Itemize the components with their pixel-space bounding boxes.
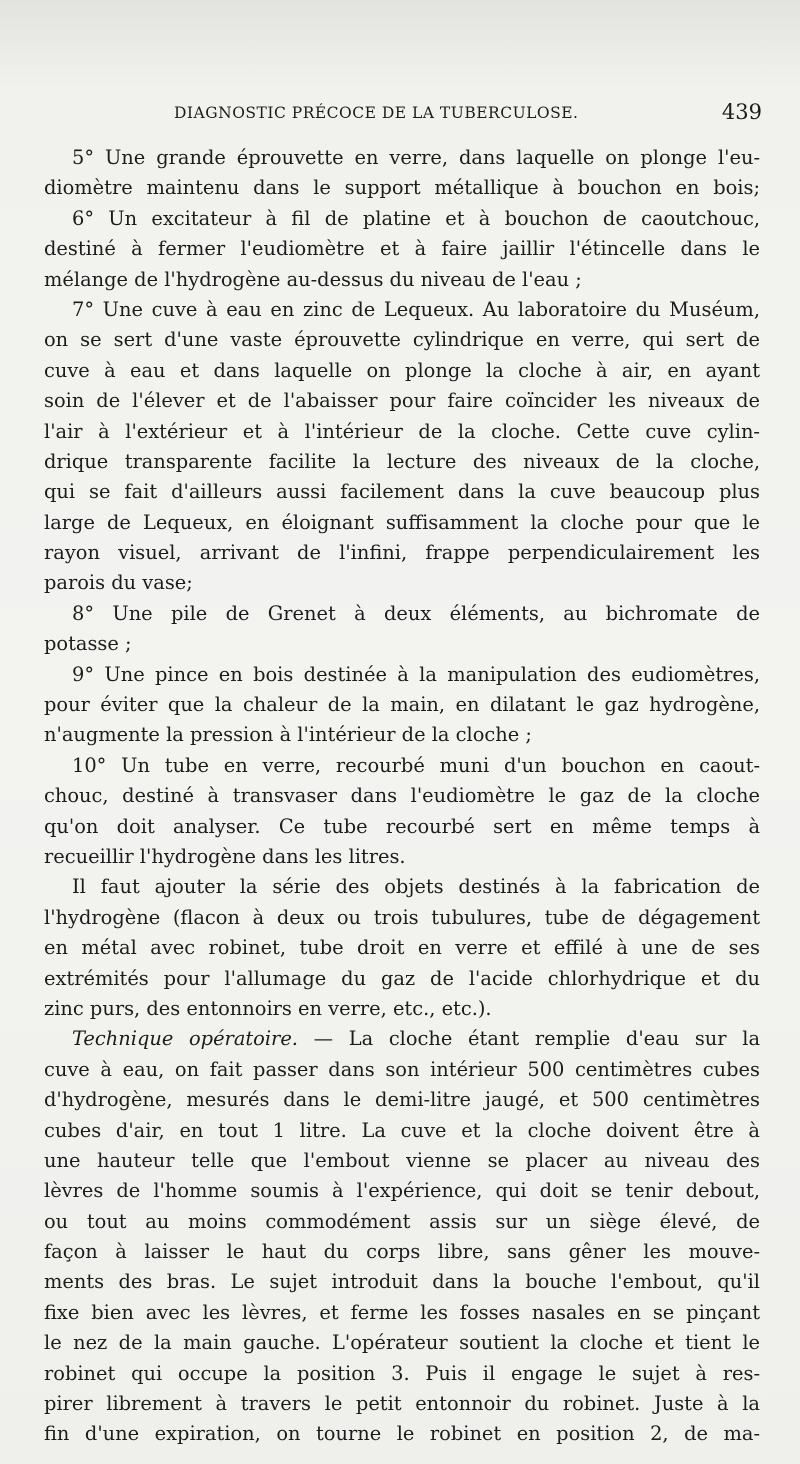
- line-text: 7° Une cuve à eau en zinc de Lequeux. Au laboratoire du Muséum,: [72, 297, 760, 321]
- text-line: [44, 1359, 760, 1389]
- line-text: — La cloche étant remplie d'eau sur la: [297, 1027, 761, 1051]
- text-line: [44, 812, 760, 842]
- text-line: [44, 508, 760, 538]
- line-text: parois du vase;: [44, 571, 193, 595]
- text-line: [44, 204, 760, 234]
- line-text: pour éviter que la chaleur de la main, en dilatant le gaz hydrogène,: [44, 693, 760, 717]
- text-line: [44, 447, 760, 477]
- line-text: le nez de la main gauche. L'opérateur soutient la cloche et tient le: [44, 1331, 760, 1355]
- line-text: cuve à eau et dans laquelle on plonge la cloche à air, en ayant: [44, 358, 760, 382]
- line-text: fin d'une expiration, on tourne le robinet en position 2, de ma-: [44, 1422, 760, 1446]
- text-line: [44, 1267, 760, 1297]
- text-line: [44, 1116, 760, 1146]
- line-text: qu'on doit analyser. Ce tube recourbé sert en même temps à: [44, 814, 760, 838]
- page-number: 439: [721, 100, 762, 124]
- text-line: [44, 842, 760, 872]
- text-line: [44, 994, 760, 1024]
- text-line: [44, 1024, 760, 1054]
- line-text: une hauteur telle que l'embout vienne se placer au niveau des: [44, 1148, 760, 1172]
- line-text: ou tout au moins commodément assis sur un siège élevé, de: [44, 1209, 760, 1233]
- line-text: large de Lequeux, en éloignant suffisamment la cloche pour que le: [44, 510, 760, 534]
- text-line: [44, 568, 760, 598]
- text-line: [44, 751, 760, 781]
- text-line: [44, 538, 760, 568]
- text-line: [44, 143, 760, 173]
- text-line: [44, 1328, 760, 1358]
- line-text: façon à laisser le haut du corps libre, sans gêner les mouve-: [44, 1240, 760, 1264]
- text-line: [44, 417, 760, 447]
- line-text: Il faut ajouter la série des objets destinés à la fabrication de: [72, 875, 760, 899]
- line-text: mélange de l'hydrogène au-dessus du niveau de l'eau ;: [44, 267, 582, 291]
- line-text: fixe bien avec les lèvres, et ferme les fosses nasales en se pinçant: [44, 1300, 760, 1324]
- line-text: cubes d'air, en tout 1 litre. La cuve et la cloche doivent être à: [44, 1118, 760, 1142]
- line-text: destiné à fermer l'eudiomètre et à faire jaillir l'étincelle dans le: [44, 237, 760, 261]
- line-text: pirer librement à travers le petit entonnoir du robinet. Juste à la: [44, 1392, 760, 1416]
- text-line: [44, 903, 760, 933]
- text-line: [44, 1237, 760, 1267]
- line-text: n'augmente la pression à l'intérieur de la cloche ;: [44, 723, 532, 747]
- text-line: [44, 234, 760, 264]
- line-text: extrémités pour l'allumage du gaz de l'acide chlorhydrique et du: [44, 966, 760, 990]
- text-line: [44, 386, 760, 416]
- text-line: [44, 1055, 760, 1085]
- line-text: l'air à l'extérieur et à l'intérieur de la cloche. Cette cuve cylin-: [44, 419, 760, 443]
- line-text: potasse ;: [44, 632, 132, 656]
- text-line: [44, 781, 760, 811]
- line-text: 10° Un tube en verre, recourbé muni d'un bouchon en caout-: [72, 753, 760, 777]
- line-text: recueillir l'hydrogène dans les litres.: [44, 844, 406, 868]
- section-heading: Technique opératoire.: [72, 1027, 298, 1051]
- text-line: [44, 1085, 760, 1115]
- line-text: robinet qui occupe la position 3. Puis il engage le sujet à res-: [44, 1361, 760, 1385]
- text-line: [44, 173, 760, 203]
- line-text: cuve à eau, on fait passer dans son intérieur 500 centimètres cubes: [44, 1057, 760, 1081]
- line-text: on se sert d'une vaste éprouvette cylindrique en verre, qui sert de: [44, 328, 760, 352]
- text-line: [44, 629, 760, 659]
- text-line: [44, 265, 760, 295]
- page-header: [50, 100, 762, 130]
- line-text: 9° Une pince en bois destinée à la manipulation des eudiomètres,: [72, 662, 760, 686]
- text-line: [44, 660, 760, 690]
- body-text: [44, 143, 760, 1450]
- text-line: [44, 690, 760, 720]
- line-text: ments des bras. Le sujet introduit dans la bouche l'embout, qu'il: [44, 1270, 760, 1294]
- line-text: 5° Une grande éprouvette en verre, dans laquelle on plonge l'eu-: [72, 146, 760, 169]
- running-title: DIAGNOSTIC PRÉCOCE DE LA TUBERCULOSE.: [174, 104, 579, 122]
- line-text: en métal avec robinet, tube droit en verre et effilé à une de ses: [44, 936, 760, 960]
- text-line: [44, 1207, 760, 1237]
- text-line: [44, 477, 760, 507]
- line-text: lèvres de l'homme soumis à l'expérience, qui doit se tenir debout,: [44, 1179, 760, 1203]
- line-text: drique transparente facilite la lecture des niveaux de la cloche,: [44, 449, 760, 473]
- text-line: [44, 295, 760, 325]
- line-text: qui se fait d'ailleurs aussi facilement dans la cuve beaucoup plus: [44, 480, 760, 504]
- line-text: d'hydrogène, mesurés dans le demi-litre jaugé, et 500 centimètres: [44, 1088, 760, 1112]
- line-text: 8° Une pile de Grenet à deux éléments, au bichromate de: [72, 601, 760, 625]
- text-line: [44, 599, 760, 629]
- text-line: [44, 964, 760, 994]
- text-line: [44, 933, 760, 963]
- text-line: [44, 720, 760, 750]
- line-text: l'hydrogène (flacon à deux ou trois tubulures, tube de dégagement: [44, 905, 760, 929]
- text-line: [44, 1419, 760, 1449]
- line-text: rayon visuel, arrivant de l'infini, frappe perpendiculairement les: [44, 541, 760, 565]
- line-text: soin de l'élever et de l'abaisser pour faire coïncider les niveaux de: [44, 389, 760, 413]
- text-line: [44, 1146, 760, 1176]
- text-line: [44, 1389, 760, 1419]
- text-line: [44, 356, 760, 386]
- line-text: chouc, destiné à transvaser dans l'eudiomètre le gaz de la cloche: [44, 784, 760, 808]
- text-line: [44, 325, 760, 355]
- line-text: diomètre maintenu dans le support métallique à bouchon en bois;: [44, 176, 760, 200]
- line-text: 6° Un excitateur à fil de platine et à bouchon de caoutchouc,: [72, 206, 760, 230]
- line-text: zinc purs, des entonnoirs en verre, etc., etc.).: [44, 996, 492, 1020]
- text-line: [44, 1176, 760, 1206]
- text-line: [44, 1298, 760, 1328]
- text-line: [44, 872, 760, 902]
